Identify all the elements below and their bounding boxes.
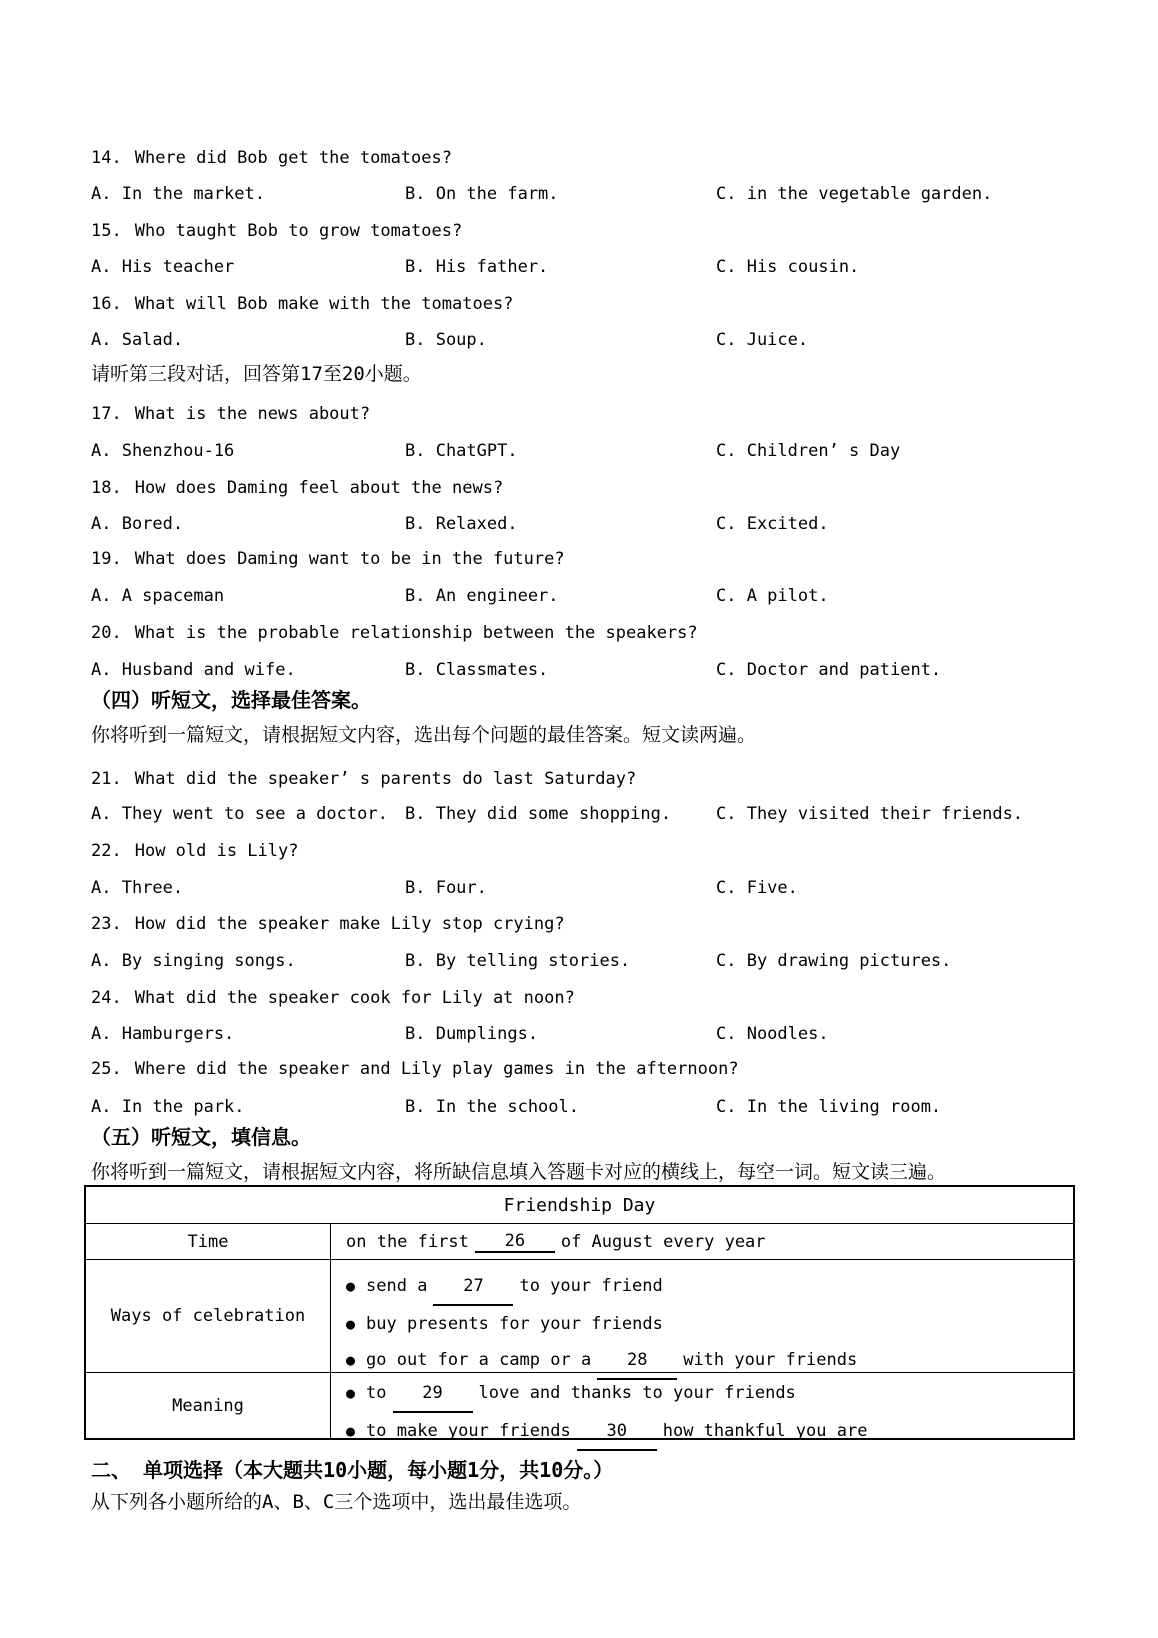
question-number: 23. <box>91 914 122 934</box>
meaning-b1-post: love and thanks to your friends <box>478 1383 796 1403</box>
ways-cell <box>331 1260 1073 1372</box>
question-23 <box>91 913 565 935</box>
option-b: B. ChatGPT. <box>405 441 518 461</box>
row-label-meaning: Meaning <box>86 1373 331 1438</box>
options-row-15 <box>91 256 1138 278</box>
table-row-ways <box>86 1259 1073 1372</box>
question-number: 25. <box>91 1059 122 1079</box>
dialog-note: 请听第三段对话，回答第17至20小题。 <box>91 363 422 385</box>
meaning-b2-pre: to make your friends <box>366 1421 571 1441</box>
option-a: A. A spaceman <box>91 586 225 606</box>
option-c: C. His cousin. <box>716 257 860 277</box>
bullet-icon: ● <box>346 1351 356 1369</box>
options-row-17 <box>91 440 1138 462</box>
blank-26: 26 <box>475 1231 555 1253</box>
question-text: How does Daming feel about the news? <box>134 478 504 498</box>
options-row-22 <box>91 877 1138 899</box>
meaning-b1-pre: to <box>366 1383 387 1403</box>
option-b: B. Soup. <box>405 330 487 350</box>
question-22 <box>91 840 298 862</box>
options-row-24 <box>91 1023 1138 1045</box>
bullet-line <box>346 1413 1073 1451</box>
option-b: B. Classmates. <box>405 660 549 680</box>
bullet-icon: ● <box>346 1315 356 1333</box>
question-number: 20. <box>91 623 122 643</box>
question-number: 18. <box>91 478 122 498</box>
question-24 <box>91 987 575 1009</box>
option-a: A. Salad. <box>91 330 184 350</box>
option-c: C. Children’ s Day <box>716 441 901 461</box>
option-b: B. Relaxed. <box>405 514 518 534</box>
options-row-23 <box>91 950 1138 972</box>
option-b: B. They did some shopping. <box>405 804 672 824</box>
question-number: 15. <box>91 221 122 241</box>
friendship-day-table <box>84 1185 1075 1440</box>
section-two-heading: 二、 单项选择（本大题共10小题，每小题1分，共10分。） <box>91 1458 614 1482</box>
question-15 <box>91 220 462 242</box>
option-b: B. His father. <box>405 257 549 277</box>
option-b: B. By telling stories. <box>405 951 631 971</box>
option-b: B. An engineer. <box>405 586 559 606</box>
table-title: Friendship Day <box>503 1194 656 1216</box>
bullet-icon: ● <box>346 1384 356 1402</box>
ways-b1-post: to your friend <box>519 1276 663 1296</box>
question-text: What will Bob make with the tomatoes? <box>134 294 514 314</box>
ways-b3-post: with your friends <box>683 1350 858 1370</box>
question-number: 16. <box>91 294 122 314</box>
option-c: C. Noodles. <box>716 1024 829 1044</box>
time-text-post: of August every year <box>560 1231 766 1252</box>
bullet-line <box>346 1268 1073 1306</box>
blank-28: 28 <box>597 1342 677 1380</box>
option-c: C. A pilot. <box>716 586 829 606</box>
time-text-pre: on the first <box>346 1231 469 1252</box>
question-number: 17. <box>91 404 122 424</box>
option-b: B. Four. <box>405 878 487 898</box>
section-four-heading: （四）听短文，选择最佳答案。 <box>91 688 371 712</box>
section-five-heading: （五）听短文，填信息。 <box>91 1125 311 1149</box>
option-a: A. Husband and wife. <box>91 660 296 680</box>
option-a: A. His teacher <box>91 257 235 277</box>
question-text: Who taught Bob to grow tomatoes? <box>134 221 463 241</box>
section-four-instruction: 你将听到一篇短文，请根据短文内容，选出每个问题的最佳答案。短文读两遍。 <box>91 724 757 746</box>
table-title-row <box>86 1187 1073 1223</box>
question-number: 24. <box>91 988 122 1008</box>
option-a: A. Three. <box>91 878 184 898</box>
blank-29: 29 <box>393 1375 473 1413</box>
option-c: C. Doctor and patient. <box>716 660 942 680</box>
question-16 <box>91 293 513 315</box>
options-row-16 <box>91 329 1138 351</box>
question-text: What did the speaker cook for Lily at noon? <box>134 988 575 1008</box>
question-text: Where did the speaker and Lily play games in the afternoon? <box>134 1059 739 1079</box>
option-c: C. Excited. <box>716 514 829 534</box>
bullet-line <box>346 1375 1073 1413</box>
options-row-19 <box>91 585 1138 607</box>
question-text: How did the speaker make Lily stop crying? <box>134 914 565 934</box>
option-c: C. Juice. <box>716 330 809 350</box>
option-a: A. In the park. <box>91 1097 245 1117</box>
ways-b2-text: buy presents for your friends <box>366 1314 663 1334</box>
question-18 <box>91 477 503 499</box>
question-20 <box>91 622 698 644</box>
time-cell <box>331 1224 1073 1259</box>
question-text: What did the speaker’ s parents do last Saturday? <box>134 769 637 789</box>
option-a: A. They went to see a doctor. <box>91 804 388 824</box>
options-row-20 <box>91 659 1138 681</box>
option-a: A. By singing songs. <box>91 951 296 971</box>
bullet-icon: ● <box>346 1422 356 1440</box>
ways-b3-pre: go out for a camp or a <box>366 1350 592 1370</box>
bullet-icon: ● <box>346 1277 356 1295</box>
row-label-ways: Ways of celebration <box>86 1260 331 1372</box>
blank-27: 27 <box>433 1268 513 1306</box>
option-a: A. Hamburgers. <box>91 1024 235 1044</box>
section-two-instruction: 从下列各小题所给的A、B、C三个选项中，选出最佳选项。 <box>91 1491 582 1513</box>
question-text: What is the probable relationship between the speakers? <box>134 623 698 643</box>
question-text: What does Daming want to be in the future? <box>134 549 565 569</box>
options-row-18 <box>91 513 1138 535</box>
option-a: A. In the market. <box>91 184 265 204</box>
question-number: 19. <box>91 549 122 569</box>
option-c: C. By drawing pictures. <box>716 951 952 971</box>
option-b: B. On the farm. <box>405 184 559 204</box>
question-text: Where did Bob get the tomatoes? <box>134 148 452 168</box>
bullet-line <box>346 1306 1073 1342</box>
question-text: What is the news about? <box>134 404 371 424</box>
ways-b1-pre: send a <box>366 1276 428 1296</box>
question-number: 14. <box>91 148 122 168</box>
options-row-14 <box>91 183 1138 205</box>
question-17 <box>91 403 370 425</box>
options-row-25 <box>91 1096 1138 1118</box>
options-row-21 <box>91 803 1138 825</box>
blank-30: 30 <box>577 1413 657 1451</box>
question-text: How old is Lily? <box>134 841 299 861</box>
option-b: B. Dumplings. <box>405 1024 539 1044</box>
option-c: C. Five. <box>716 878 798 898</box>
question-19 <box>91 548 565 570</box>
question-25 <box>91 1058 739 1080</box>
option-c: C. in the vegetable garden. <box>716 184 993 204</box>
section-five-instruction: 你将听到一篇短文，请根据短文内容，将所缺信息填入答题卡对应的横线上，每空一词。短文读三遍。 <box>91 1161 947 1183</box>
question-number: 22. <box>91 841 122 861</box>
question-14 <box>91 147 452 169</box>
row-label-time: Time <box>86 1224 331 1259</box>
meaning-cell <box>331 1373 1073 1441</box>
option-c: C. They visited their friends. <box>716 804 1024 824</box>
option-c: C. In the living room. <box>716 1097 942 1117</box>
question-21 <box>91 768 636 790</box>
option-a: A. Shenzhou-16 <box>91 441 235 461</box>
table-row-time <box>86 1223 1073 1259</box>
option-b: B. In the school. <box>405 1097 579 1117</box>
meaning-b2-post: how thankful you are <box>662 1421 868 1441</box>
option-a: A. Bored. <box>91 514 184 534</box>
table-row-meaning <box>86 1372 1073 1441</box>
question-number: 21. <box>91 769 122 789</box>
